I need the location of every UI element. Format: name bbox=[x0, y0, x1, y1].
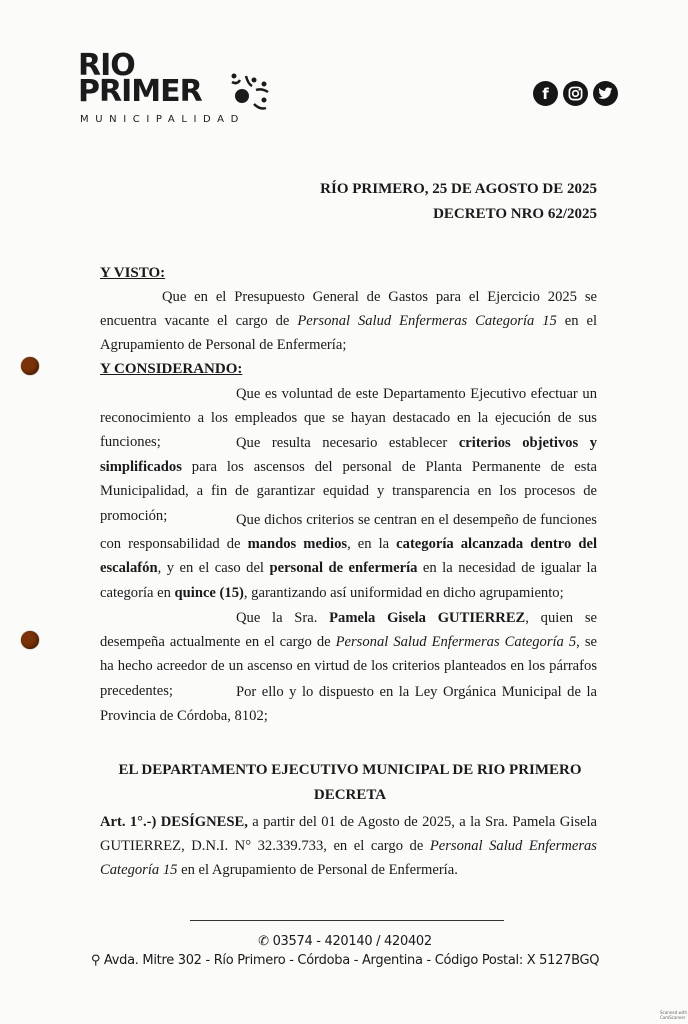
text: , en la bbox=[347, 536, 397, 553]
considerando-heading: Y CONSIDERANDO: bbox=[100, 361, 243, 377]
municipality-logo bbox=[78, 50, 278, 130]
visto-paragraph bbox=[100, 285, 597, 358]
instagram-icon[interactable] bbox=[563, 81, 588, 106]
text: a partir del 01 de Agosto de 2025, a la Sra. Pamela Gisela GUTIERREZ, D.N.I. N° 32.339.733, en el cargo de bbox=[100, 814, 598, 855]
map-pin-icon: ⚲ bbox=[90, 953, 101, 968]
article-label: Art. 1°.-) DESÍGNESE, bbox=[100, 814, 248, 830]
text: Que en el Presupuesto General de Gastos para el Ejercicio 2025 se encuentra vacante el cargo de bbox=[100, 289, 597, 330]
phone-number: 03574 - 420140 / 420402 bbox=[272, 934, 432, 949]
text: Que la Sra. bbox=[236, 610, 330, 626]
considerando-heading-block bbox=[100, 357, 597, 381]
article-1 bbox=[100, 810, 597, 883]
phone-icon: ✆ bbox=[258, 934, 269, 949]
position-name: Personal Salud Enfermeras Categoría 15 bbox=[297, 313, 557, 330]
considerando-paragraph-5: Por ello y lo dispuesto en la Ley Orgánica Municipal de la Provincia de Córdoba, 8102; bbox=[100, 684, 597, 725]
considerando-paragraph-3 bbox=[100, 508, 597, 605]
footer-phone bbox=[60, 934, 630, 949]
binder-hole bbox=[21, 631, 39, 649]
bold-text: personal de enfermería bbox=[269, 560, 418, 577]
visto-heading-block bbox=[100, 261, 597, 285]
decree-number: DECRETO NRO 62/2025 bbox=[433, 206, 597, 222]
bold-text: mandos medios bbox=[247, 536, 348, 553]
logo-subtitle: MUNICIPALIDAD bbox=[80, 114, 245, 125]
text: , garantizando así uniformidad en dicho agrupamiento; bbox=[243, 584, 564, 601]
position-name: Personal Salud Enfermeras Categoría 5 bbox=[335, 634, 577, 651]
footer-divider bbox=[190, 920, 504, 921]
authority-heading: EL DEPARTAMENTO EJECUTIVO MUNICIPAL DE RIO PRIMERO bbox=[118, 762, 582, 778]
footer-address bbox=[60, 953, 630, 968]
logo-line-1: RIO bbox=[78, 48, 135, 83]
visto-heading: Y VISTO: bbox=[100, 265, 166, 281]
address-text: Avda. Mitre 302 - Río Primero - Córdoba - Argentina - Código Postal: X 5127BGQ bbox=[103, 953, 600, 968]
facebook-icon[interactable]: f bbox=[533, 81, 558, 106]
considerando-paragraph-1: Que es voluntad de este Departamento Ejecutivo efectuar un reconocimiento a los empleados que se hayan destacado en la ejecución de sus funciones; bbox=[100, 386, 597, 451]
text: Que dichos criterios se centran en el desempeño de funciones con responsabilidad de bbox=[100, 512, 597, 553]
scanner-watermark: Scanned with CamScanner bbox=[660, 1010, 688, 1020]
text: , y en el caso del bbox=[157, 560, 270, 577]
text: en la necesidad de igualar la categoría en bbox=[100, 560, 598, 601]
person-name: Pamela Gisela GUTIERREZ bbox=[329, 610, 526, 626]
decreta-heading: DECRETA bbox=[313, 787, 387, 803]
sun-figures-icon bbox=[228, 70, 272, 114]
place-date: RÍO PRIMERO, 25 DE AGOSTO DE 2025 bbox=[320, 181, 597, 197]
text: en el Agrupamiento de Personal de Enfermería. bbox=[177, 862, 458, 879]
twitter-icon[interactable] bbox=[593, 81, 618, 106]
logo-line-2: PRIMER bbox=[78, 74, 202, 109]
text: Que resulta necesario establecer bbox=[236, 435, 459, 451]
position-name: Personal Salud Enfermeras Categoría 15 bbox=[100, 838, 597, 879]
bold-text: criterios objetivos y simplificados bbox=[100, 435, 597, 476]
bold-text: categoría alcanzada dentro del escalafón bbox=[100, 536, 598, 577]
social-icons bbox=[533, 81, 618, 106]
bold-text: quince (15) bbox=[174, 584, 244, 601]
text: para los ascensos del personal de Planta Permanente de esta Municipalidad, a fin de garantizar equidad y transparencia en los procesos de promoción; bbox=[100, 459, 597, 524]
text: , se ha hecho acreedor de un ascenso en virtud de los criterios planteados en los párrafos precedentes; bbox=[100, 634, 597, 699]
binder-hole bbox=[21, 357, 39, 375]
text: en el Agrupamiento de Personal de Enfermería; bbox=[100, 313, 597, 354]
text: , quien se desempeña actualmente en el cargo de bbox=[100, 610, 597, 651]
